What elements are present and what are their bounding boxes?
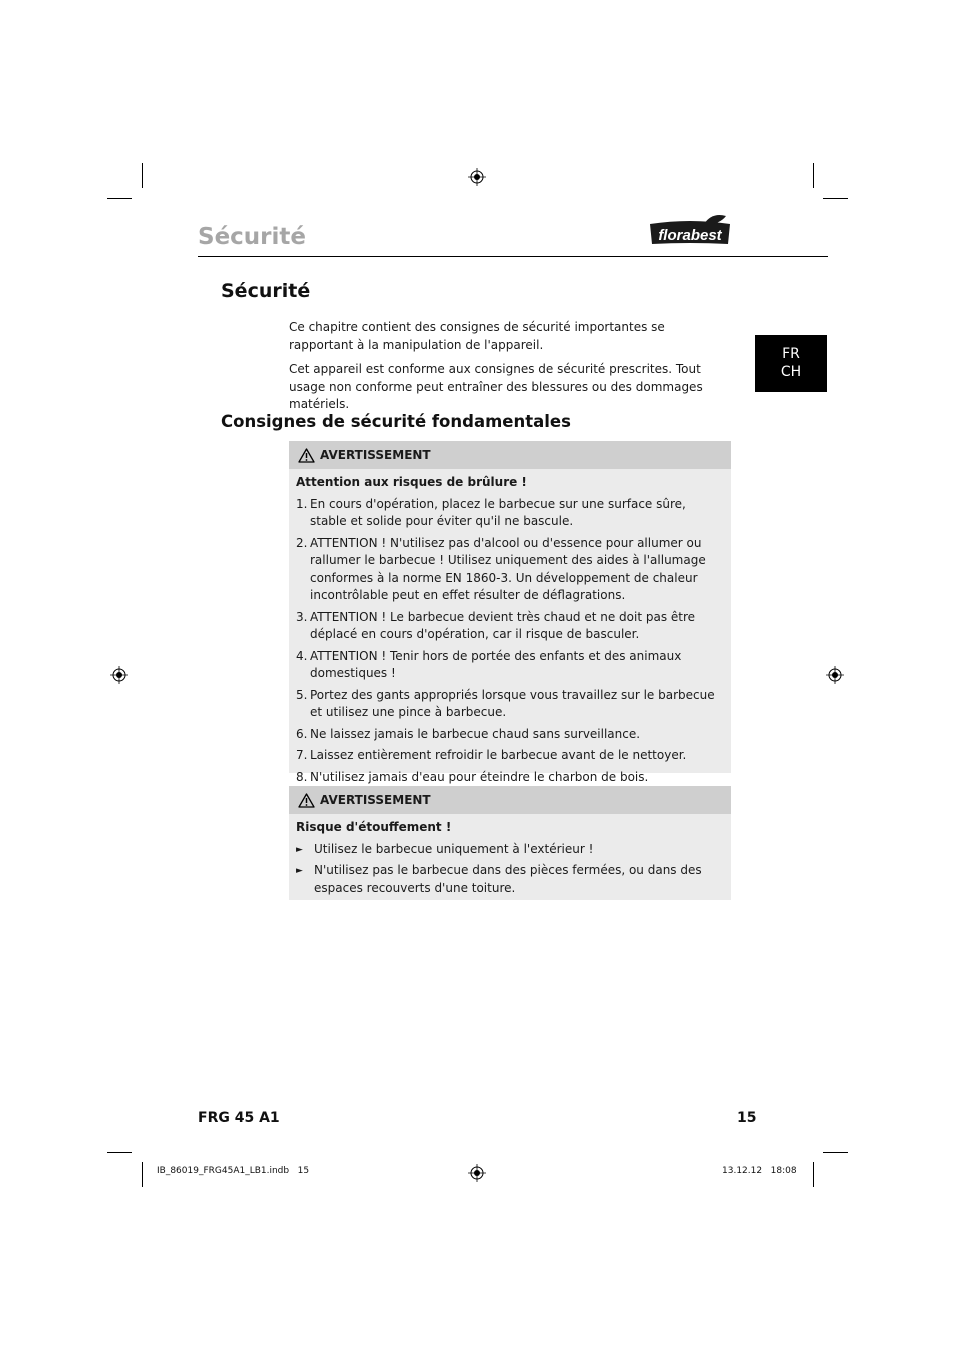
registration-mark-icon <box>468 1164 486 1182</box>
safety-bullet-list <box>296 841 724 898</box>
footer-model: FRG 45 A1 <box>198 1110 280 1126</box>
list-item <box>296 726 724 744</box>
list-item <box>296 609 724 644</box>
list-item <box>296 496 724 531</box>
warning-triangle-icon <box>298 793 315 808</box>
intro-paragraph-2: Cet appareil est conforme aux consignes de sécurité prescrites. Tout usage non conforme peut entraîner des blessures ou des dommages matériels. <box>289 362 703 411</box>
crop-mark <box>823 1152 848 1153</box>
brand-logo <box>646 214 734 246</box>
warning-label: AVERTISSEMENT <box>320 448 431 462</box>
list-number: 3. <box>296 609 308 624</box>
list-item-text: En cours d'opération, placez le barbecue sur une surface sûre, stable et solide pour éviter qu'il ne bascule. <box>310 496 686 528</box>
warning-body <box>289 469 731 792</box>
brand-logo-text: florabest <box>658 227 722 244</box>
bullet-arrow-icon: ► <box>296 866 303 876</box>
list-number: 7. <box>296 748 308 762</box>
warning-label: AVERTISSEMENT <box>320 793 431 807</box>
list-item <box>296 687 724 722</box>
list-item-text: Utilisez le barbecue uniquement à l'extérieur ! <box>314 841 594 856</box>
language-tab-ch: CH <box>780 364 802 380</box>
list-item <box>296 648 724 683</box>
crop-mark <box>107 198 132 199</box>
warning-box-burn <box>289 441 731 784</box>
registration-mark-icon <box>110 666 128 684</box>
warning-box-suffocation <box>289 786 731 900</box>
print-slug-file: IB_86019_FRG45A1_LB1.indb 15 <box>157 1166 310 1176</box>
crop-mark <box>823 198 848 199</box>
warning-header <box>289 441 731 469</box>
crop-mark <box>813 163 814 188</box>
list-item-text: N'utilisez pas le barbecue dans des pièces fermées, ou dans des espaces recouverts d'une toiture. <box>314 863 702 895</box>
list-number: 1. <box>296 496 308 511</box>
warning-subtitle: Risque d'étouffement ! <box>296 820 452 834</box>
crop-mark <box>107 1152 132 1153</box>
list-item <box>296 769 724 787</box>
section-title: Sécurité <box>221 280 311 302</box>
list-item-text: N'utilisez jamais d'eau pour éteindre le charbon de bois. <box>310 769 649 784</box>
safety-list <box>296 496 724 787</box>
header-rule <box>198 256 828 257</box>
bullet-arrow-icon: ► <box>296 844 303 855</box>
registration-mark-icon <box>826 666 844 684</box>
list-item <box>296 747 724 765</box>
list-number: 8. <box>296 769 308 784</box>
warning-triangle-icon <box>298 448 315 463</box>
crop-mark <box>142 1162 143 1187</box>
page-number: 15 <box>737 1110 757 1126</box>
list-item-text: ATTENTION ! Tenir hors de portée des enfants et des animaux domestiques ! <box>310 648 682 680</box>
list-item <box>296 535 724 605</box>
crop-mark <box>142 163 143 188</box>
list-item-text: ATTENTION ! N'utilisez pas d'alcool ou d'essence pour allumer ou rallumer le barbecue ! Utilisez uniquement des aides à l'allumage conformes à la norme EN 1860-3. Un développement de chaleur incontrôlable peut en effet résulter de déflagrations. <box>310 535 706 602</box>
warning-header <box>289 786 731 814</box>
crop-mark <box>813 1162 814 1187</box>
running-header-title: Sécurité <box>198 224 306 250</box>
list-item <box>296 841 724 859</box>
list-item-text: ATTENTION ! Le barbecue devient très chaud et ne doit pas être déplacé en cours d'opération, car il risque de basculer. <box>310 609 696 641</box>
warning-body <box>289 814 731 903</box>
list-item <box>296 862 724 897</box>
subsection-title: Consignes de sécurité fondamentales <box>221 412 571 431</box>
list-item-text: Portez des gants appropriés lorsque vous travaillez sur le barbecue et utilisez une pince à barbecue. <box>310 687 715 719</box>
list-number: 4. <box>296 648 308 663</box>
list-item-text: Laissez entièrement refroidir le barbecue avant de le nettoyer. <box>310 748 687 762</box>
registration-mark-icon <box>468 168 486 186</box>
list-number: 6. <box>296 726 308 741</box>
language-tab <box>755 335 827 392</box>
list-item-text: Ne laissez jamais le barbecue chaud sans surveillance. <box>310 726 641 741</box>
list-number: 2. <box>296 535 308 550</box>
warning-subtitle: Attention aux risques de brûlure ! <box>296 475 527 489</box>
intro-paragraph-1: Ce chapitre contient des consignes de sécurité importantes se rapportant à la manipulation de l'appareil. <box>289 320 665 352</box>
language-tab-fr: FR <box>782 346 800 362</box>
print-slug-date: 13.12.12 18:08 <box>722 1166 797 1176</box>
list-number: 5. <box>296 687 308 702</box>
